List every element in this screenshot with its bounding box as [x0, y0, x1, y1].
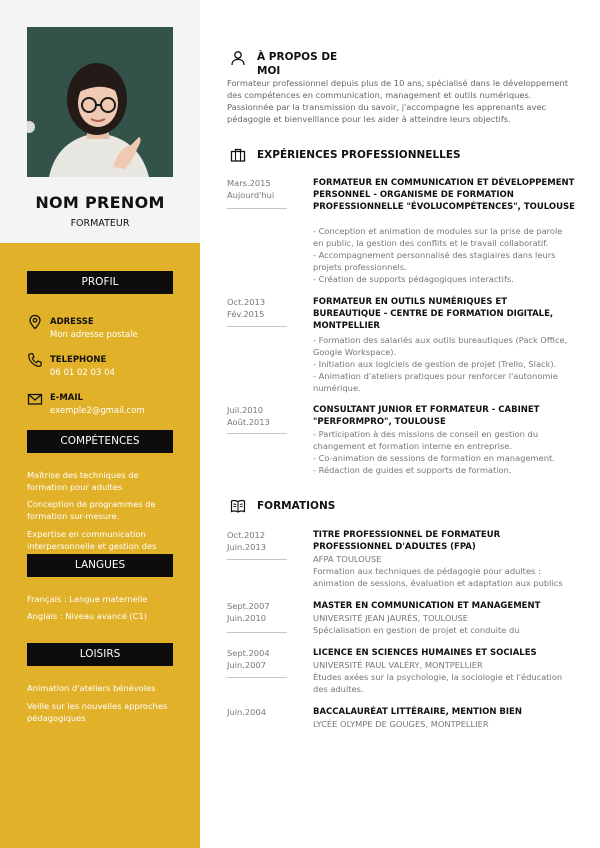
experience-title: EXPÉRIENCES PROFESSIONNELLES [257, 149, 461, 161]
about-title-line1: À PROPOS DE [257, 51, 338, 63]
phone-icon [27, 352, 43, 368]
experience-date-start: Oct.2013 [227, 297, 266, 307]
education-degree: BACCALAURÉAT LITTÉRAIRE, MENTION BIEN [313, 707, 522, 717]
experience-detail: - Formation des salariés aux outils bureautiques (Pack Office, Google Workspace). [313, 335, 568, 357]
phone-value: 06 01 02 03 04 [50, 368, 115, 378]
briefcase-icon [230, 147, 246, 163]
user-icon [230, 50, 246, 66]
experience-detail: - Co-animation de sessions de formation en management. [313, 453, 555, 463]
education-title: FORMATIONS [257, 500, 336, 512]
education-desc: Spécialisation en gestion de projet et conduite du [313, 625, 520, 635]
experience-date-end: Aujourd'hui [227, 190, 275, 200]
email-value: exemple2@gmail.com [50, 406, 145, 416]
divider [227, 559, 287, 560]
divider [227, 677, 287, 678]
person-name: NOM PRENOM [35, 193, 165, 212]
about-title-line2: MOI [257, 65, 281, 77]
experience-detail: - Animation d'ateliers pratiques pour renforcer l'autonomie numérique. [313, 371, 558, 393]
education-date-start: Sept.2004 [227, 648, 270, 658]
profile-photo [27, 27, 173, 177]
address-value: Mon adresse postale [50, 330, 138, 340]
book-icon [230, 498, 246, 514]
experience-detail: - Participation à des missions de conseil en gestion du changement et formation interne en entreprise. [313, 429, 539, 451]
education-degree: MASTER EN COMMUNICATION ET MANAGEMENT [313, 601, 541, 611]
education-school: LYCÉE OLYMPE DE GOUGES, MONTPELLIER [313, 719, 489, 729]
divider [227, 208, 287, 209]
skill-item: Expertise en communication interpersonnelle et gestion des [27, 529, 157, 551]
language-item: Anglais : Niveau avancé (C1) [27, 611, 147, 621]
experience-detail: - Rédaction de guides et supports de formation. [313, 465, 512, 475]
envelope-icon [27, 391, 43, 407]
profil-heading: PROFIL [27, 271, 173, 294]
phone-label: TELEPHONE [50, 355, 107, 365]
skills-heading: COMPÉTENCES [27, 430, 173, 453]
hobby-item: Veille sur les nouvelles approches pédagogiques [27, 701, 168, 723]
experience-date-start: Mars.2015 [227, 178, 271, 188]
person-title: FORMATEUR [70, 218, 130, 229]
experience-title-entry: FORMATEUR EN OUTILS NUMÉRIQUES ET BUREAUTIQUE - CENTRE DE FORMATION DIGITALE, MONTPELLIER [313, 297, 554, 331]
divider [227, 632, 287, 633]
divider [227, 326, 287, 327]
education-school: UNIVERSITÉ PAUL VALÉRY, MONTPELLIER [313, 660, 483, 670]
hobby-item: Animation d'ateliers bénévoles [27, 683, 156, 693]
education-school: AFPA TOULOUSE [313, 554, 382, 564]
education-date-start: Sept.2007 [227, 601, 270, 611]
experience-title-entry: CONSULTANT JUNIOR ET FORMATEUR - CABINET "PERFORMPRO", TOULOUSE [313, 405, 540, 427]
experience-detail: - Accompagnement personnalisé des stagiaires dans leurs projets professionnels. [313, 250, 556, 272]
education-desc: Études axées sur la psychologie, la sociologie et l'éducation des adultes. [313, 672, 563, 694]
skill-item: Conception de programmes de formation sur-mesure. [27, 499, 156, 521]
location-pin-icon [27, 314, 43, 330]
email-label: E-MAIL [50, 393, 83, 403]
hobbies-heading: LOISIRS [27, 643, 173, 666]
language-item: Français : Langue maternelle [27, 594, 148, 604]
education-school: UNIVERSITÉ JEAN JAURÈS, TOULOUSE [313, 613, 468, 623]
experience-detail: - Initiation aux logiciels de gestion de projet (Trello, Slack). [313, 359, 557, 369]
education-desc: Formation aux techniques de pédagogie pour adultes : animation de sessions, évaluation et adaptation aux publics [313, 566, 563, 588]
experience-date-end: Fév.2015 [227, 309, 265, 319]
education-date-end: Juin.2004 [227, 707, 267, 717]
education-date-start: Oct.2012 [227, 530, 266, 540]
skill-item: Maîtrise des techniques de formation pour adultes [27, 470, 139, 492]
education-date-end: Juin.2013 [227, 542, 267, 552]
education-date-end: Juin.2007 [227, 660, 267, 670]
experience-detail: - Conception et animation de modules sur la prise de parole en public, la gestion des conflits et le travail collaboratif. [313, 226, 563, 248]
portrait-image [27, 27, 173, 177]
experience-detail: - Création de supports pédagogiques interactifs. [313, 274, 514, 284]
education-degree: LICENCE EN SCIENCES HUMAINES ET SOCIALES [313, 648, 537, 658]
experience-title-entry: FORMATEUR EN COMMUNICATION ET DÉVELOPPEMENT PERSONNEL - ORGANISME DE FORMATION PROFESSIONNELLE "ÉVOLUCOMPÉTENCES", TOULOUSE [313, 178, 575, 212]
experience-date-start: Juil.2010 [227, 405, 264, 415]
about-text: Formateur professionnel depuis plus de 10 ans, spécialisé dans le développement des compétences en communication, management et outils numériques. Passionnée par la transmission du savoir, j'accompagne les apprenants avec pédagogie et bienveillance pour les aider à atteindre leurs objectifs. [227, 78, 568, 124]
languages-heading: LANGUES [27, 554, 173, 577]
address-label: ADRESSE [50, 317, 94, 327]
divider [227, 433, 287, 434]
experience-date-end: Août.2013 [227, 417, 270, 427]
education-date-end: Juin.2010 [227, 613, 267, 623]
education-degree: TITRE PROFESSIONNEL DE FORMATEUR PROFESSIONNEL D'ADULTES (FPA) [313, 530, 501, 552]
